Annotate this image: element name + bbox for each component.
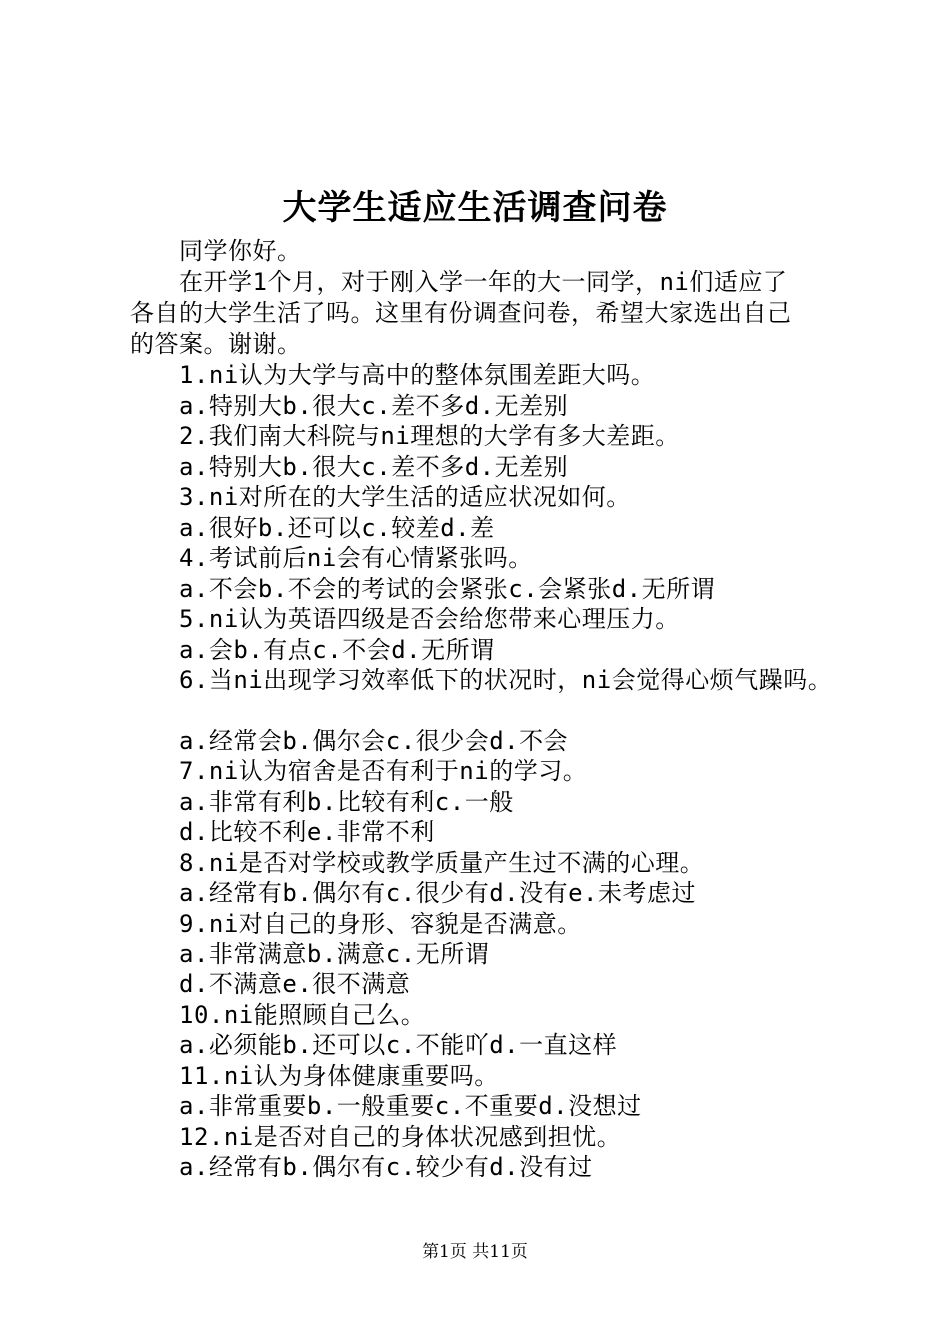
- question-10-options: a.必须能b.还可以c.不能吖d.一直这样: [179, 1031, 618, 1059]
- question-8-options: a.经常有b.偶尔有c.很少有d.没有e.未考虑过: [179, 879, 696, 907]
- question-9: 9.ni对自己的身形、容貌是否满意。: [179, 910, 582, 938]
- question-6: 6.当ni出现学习效率低下的状况时，ni会觉得心烦气躁吗。: [179, 666, 833, 694]
- greeting: 同学你好。: [179, 237, 302, 265]
- question-7: 7.ni认为宿舍是否有利于ni的学习。: [179, 757, 588, 785]
- page-footer: 第1页 共11页: [422, 1242, 528, 1262]
- question-1: 1.ni认为大学与高中的整体氛围差距大吗。: [179, 361, 656, 389]
- question-3-options: a.很好b.还可以c.较差d.差: [179, 514, 495, 542]
- intro-line: 在开学1个月，对于刚入学一年的大一同学，ni们适应了: [179, 268, 788, 296]
- question-4-options: a.不会b.不会的考试的会紧张c.会紧张d.无所谓: [179, 575, 716, 603]
- question-6-options: a.经常会b.偶尔会c.很少会d.不会: [179, 727, 569, 755]
- question-7-options: a.非常有利b.比较有利c.一般: [179, 788, 514, 816]
- intro-line: 的答案。谢谢。: [130, 330, 302, 358]
- question-8: 8.ni是否对学校或教学质量产生过不满的心理。: [179, 849, 705, 877]
- question-11-options: a.非常重要b.一般重要c.不重要d.没想过: [179, 1092, 642, 1120]
- question-9-options: d.不满意e.很不满意: [179, 970, 411, 998]
- question-11: 11.ni认为身体健康重要吗。: [179, 1062, 499, 1090]
- question-7-options: d.比较不利e.非常不利: [179, 818, 435, 846]
- question-10: 10.ni能照顾自己么。: [179, 1001, 426, 1029]
- page-title: 大学生适应生活调查问卷: [282, 188, 668, 228]
- question-5: 5.ni认为英语四级是否会给您带来心理压力。: [179, 605, 680, 633]
- question-12: 12.ni是否对自己的身体状况感到担忧。: [179, 1123, 622, 1151]
- question-2-options: a.特别大b.很大c.差不多d.无差别: [179, 453, 569, 481]
- question-4: 4.考试前后ni会有心情紧张吗。: [179, 544, 533, 572]
- question-12-options: a.经常有b.偶尔有c.较少有d.没有过: [179, 1153, 593, 1181]
- question-2: 2.我们南大科院与ni理想的大学有多大差距。: [179, 422, 680, 450]
- question-3: 3.ni对所在的大学生活的适应状况如何。: [179, 483, 631, 511]
- question-9-options: a.非常满意b.满意c.无所谓: [179, 940, 490, 968]
- intro-line: 各自的大学生活了吗。这里有份调查问卷，希望大家选出自己: [130, 299, 792, 327]
- question-5-options: a.会b.有点c.不会d.无所谓: [179, 636, 495, 664]
- question-1-options: a.特别大b.很大c.差不多d.无差别: [179, 392, 569, 420]
